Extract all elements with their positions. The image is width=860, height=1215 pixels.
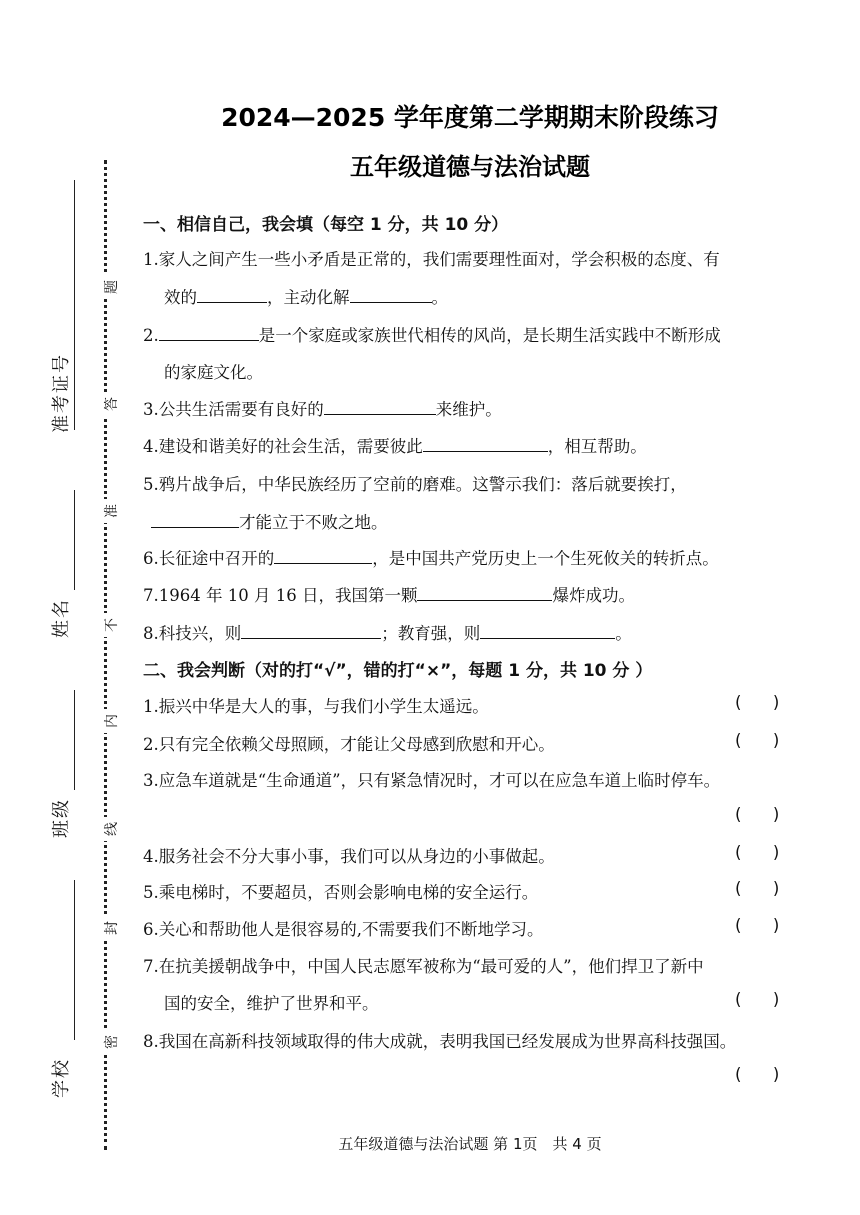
answer-blank[interactable] [274,547,372,564]
question-line [143,322,721,346]
seal-char: 不 [101,613,123,637]
question-text: 7.1964 年 10 月 16 日，我国第一颗 [143,586,418,605]
answer-blank[interactable] [324,398,436,415]
seal-char: 内 [101,709,123,733]
judge-question: 2.只有完全依赖父母照顾，才能让父母感到欣慰和开心。 [143,735,555,754]
answer-bracket[interactable]: ( ) [735,731,780,750]
judge-question: 3.应急车道就是“生命通道”，只有紧急情况时，才可以在应急车道上临时停车。 [143,771,721,790]
answer-blank[interactable] [350,286,432,303]
judge-question: 4.服务社会不分大事小事，我们可以从身边的小事做起。 [143,847,555,866]
judge-question-continued: 国的安全，维护了世界和平。 [164,994,379,1013]
binding-label-class: 班级 [51,798,72,838]
question-text: 3.公共生活需要有良好的 [143,400,324,419]
seal-dotted-line [104,160,111,1150]
question-text: 才能立于不败之地。 [239,513,388,532]
question-text: 1.家人之间产生一些小矛盾是正常的，我们需要理性面对，学会积极的态度、有 [143,250,720,269]
question-text: 4.建设和谐美好的社会生活，需要彼此 [143,437,423,456]
question-text: ，是中国共产党历史上一个生死攸关的转折点。 [372,549,719,568]
question-text: 2. [143,326,159,345]
question-line [143,509,388,533]
answer-blank[interactable] [151,511,239,528]
section-2-heading: 二、我会判断（对的打“√”，错的打“×”，每题 1 分，共 10 分 ） [143,661,653,681]
exam-title: 2024—2025 学年度第二学期期末阶段练习 [221,103,719,132]
answer-blank[interactable] [480,622,615,639]
question-text: 是一个家庭或家族世代相传的风尚，是长期生活实践中不断形成 [258,326,721,345]
seal-char: 线 [101,817,123,841]
judge-question: 6.关心和帮助他人是很容易的,不需要我们不断地学习。 [143,920,544,939]
question-text: 5.鸦片战争后，中华民族经历了空前的磨难。这警示我们：落后就要挨打， [143,475,687,494]
answer-bracket[interactable]: ( ) [735,1065,780,1084]
question-text: 来维护。 [435,400,502,419]
section-1-heading: 一、相信自己，我会填（每空 1 分，共 10 分） [143,215,509,235]
answer-bracket[interactable]: ( ) [735,843,780,862]
question-text: ，相互帮助。 [547,437,647,456]
seal-char: 封 [101,916,123,940]
binding-label-exam-number: 准考证号 [51,353,72,433]
question-line [143,396,502,420]
seal-char: 密 [101,1030,123,1054]
answer-bracket[interactable]: ( ) [735,990,780,1009]
binding-line-3 [74,690,75,790]
binding-line-4 [74,880,75,1040]
question-line [143,471,687,495]
question-text: 效的 [164,288,197,307]
answer-bracket[interactable]: ( ) [735,879,780,898]
binding-label-school: 学校 [51,1058,72,1098]
seal-char: 准 [101,499,123,523]
question-text: 的家庭文化。 [164,363,263,382]
question-line [164,359,263,383]
binding-line-2 [74,490,75,590]
answer-blank[interactable] [417,584,552,601]
question-line [143,545,719,569]
answer-blank[interactable] [241,622,381,639]
question-text: 6.长征途中召开的 [143,549,275,568]
question-line [143,620,632,644]
judge-question: 1.振兴中华是大人的事，与我们小学生太遥远。 [143,697,489,716]
question-line [143,246,720,270]
binding-line-1 [74,180,75,430]
question-text: 爆炸成功。 [552,586,635,605]
seal-char: 答 [101,392,123,416]
answer-bracket[interactable]: ( ) [735,693,780,712]
binding-label-name: 姓名 [51,598,72,638]
exam-subtitle: 五年级道德与法治试题 [350,153,590,181]
page-footer: 五年级道德与法治试题 第 1页 共 4 页 [338,1135,602,1153]
question-text: ，主动化解 [267,288,350,307]
seal-char: 题 [101,275,123,299]
judge-question: 7.在抗美援朝战争中，中国人民志愿军被称为“最可爱的人”，他们捍卫了新中 [143,957,704,976]
question-text: 8.科技兴，则 [143,624,242,643]
answer-bracket[interactable]: ( ) [735,916,780,935]
answer-blank[interactable] [159,324,259,341]
question-line [143,433,647,457]
answer-bracket[interactable]: ( ) [735,805,780,824]
answer-blank[interactable] [197,286,267,303]
question-text: 。 [615,624,632,643]
question-line [143,582,635,606]
judge-question: 8.我国在高新科技领域取得的伟大成就，表明我国已经发展成为世界高科技强国。 [143,1032,737,1051]
judge-question: 5.乘电梯时，不要超员，否则会影响电梯的安全运行。 [143,883,539,902]
question-text: 。 [431,288,448,307]
answer-blank[interactable] [423,435,548,452]
question-line [164,284,448,308]
question-text: ；教育强，则 [381,624,481,643]
